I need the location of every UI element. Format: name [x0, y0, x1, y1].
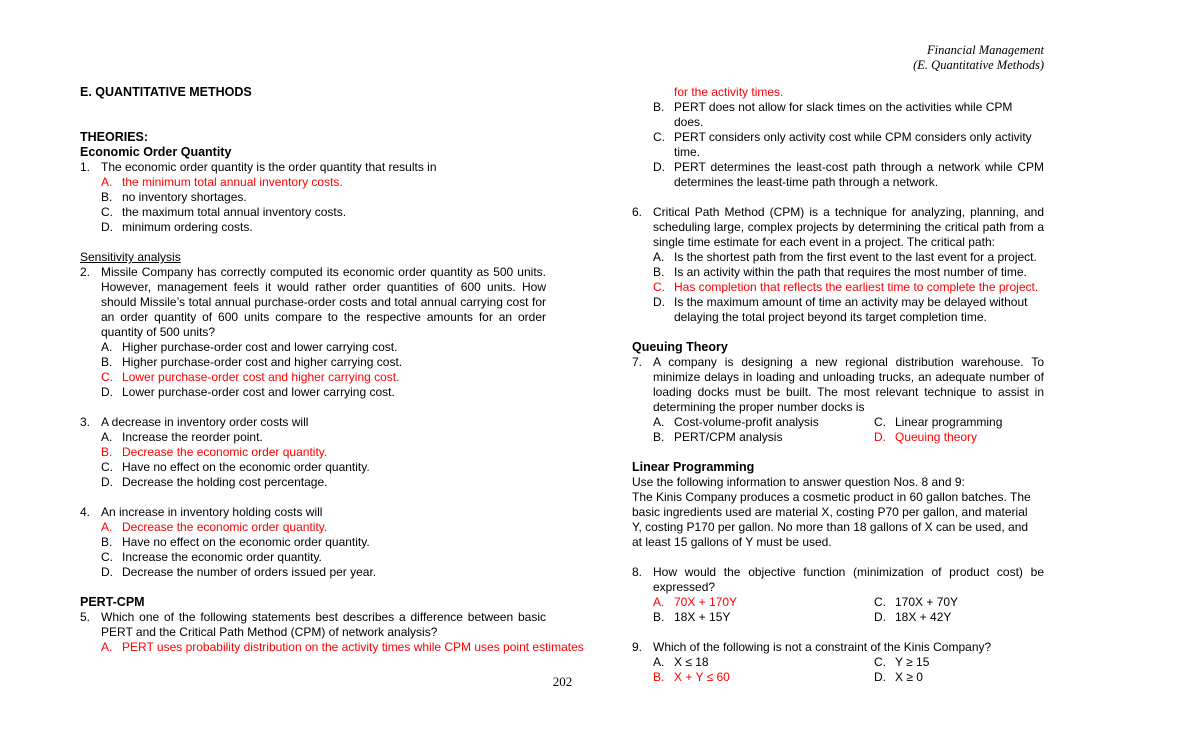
q6-option-d: D. Is the maximum amount of time an activity may be delayed without delaying the total project beyond its target completion time.	[653, 295, 1028, 324]
lp-intro: Use the following information to answer question Nos. 8 and 9:	[632, 475, 965, 489]
q6-option-a: A. Is the shortest path from the first event to the last event for a project.	[653, 250, 1037, 264]
q8-options-row-1	[632, 595, 1044, 610]
q7-option-a: A. Cost-volume-profit analysis	[653, 415, 819, 429]
q3-option-d: D. Decrease the holding cost percentage.	[101, 475, 328, 489]
q9-option-a: A. X ≤ 18	[653, 655, 709, 669]
lp-heading: Linear Programming	[632, 460, 755, 474]
header-subtitle: (E. Quantitative Methods)	[913, 58, 1044, 72]
q5-option-c: C. PERT considers only activity cost while CPM considers only activity time.	[653, 130, 1032, 159]
header-title: Financial Management	[927, 43, 1044, 57]
q2-option-b: B. Higher purchase-order cost and higher carrying cost.	[101, 355, 403, 369]
q9-option-d: D. X ≥ 0	[874, 670, 923, 684]
q4-option-b: B. Have no effect on the economic order quantity.	[101, 535, 370, 549]
q7-option-b: B. PERT/CPM analysis	[653, 430, 783, 444]
pert-heading: PERT-CPM	[80, 595, 145, 609]
q9-option-b: B. X + Y ≤ 60	[653, 670, 730, 684]
question-8: 8. How would the objective function (minimization of product cost) be expressed?	[632, 565, 1044, 594]
q2-option-d: D. Lower purchase-order cost and lower carrying cost.	[101, 385, 395, 399]
q4-option-c: C. Increase the economic order quantity.	[101, 550, 322, 564]
q2-option-c: C. Lower purchase-order cost and higher carrying cost.	[101, 370, 400, 384]
question-5: 5. Which one of the following statements best describes a difference between basic PERT and the Critical Path Method (CPM) of network analysis?	[80, 610, 546, 639]
q7-options-row-2	[632, 430, 1044, 445]
q6-option-b: B. Is an activity within the path that requires the most number of time.	[653, 265, 1027, 279]
question-9: 9. Which of the following is not a constraint of the Kinis Company?	[632, 640, 992, 654]
q1-option-c: C. the maximum total annual inventory costs.	[101, 205, 347, 219]
eoq-heading: Economic Order Quantity	[80, 145, 232, 159]
q8-option-a: A. 70X + 170Y	[653, 595, 738, 609]
lp-paragraph: The Kinis Company produces a cosmetic product in 60 gallon batches. The basic ingredients used are material X, costing P70 per gallon, and material Y, costing P170 per gallon. No more than 18 gallons of X can be used, and at least 15 gallons of Y must be used.	[632, 490, 1031, 549]
theories-heading: THEORIES:	[80, 130, 149, 144]
q8-option-b: B. 18X + 15Y	[653, 610, 731, 624]
page-number: 202	[552, 674, 573, 689]
q6-option-c: C. Has completion that reflects the earliest time to complete the project.	[653, 280, 1039, 294]
question-4: 4. An increase in inventory holding costs will	[80, 505, 323, 519]
q1-option-d: D. minimum ordering costs.	[101, 220, 253, 234]
q9-option-c: C. Y ≥ 15	[874, 655, 930, 669]
question-3: 3. A decrease in inventory order costs will	[80, 415, 309, 429]
q5-option-d: D. PERT determines the least-cost path through a network while CPM determines the least-time path through a network.	[653, 160, 1044, 189]
q4-option-d: D. Decrease the number of orders issued per year.	[101, 565, 377, 579]
q5-option-a: A. PERT uses probability distribution on the activity times while CPM uses point estimates	[101, 640, 584, 654]
running-header	[913, 43, 1044, 73]
q8-option-c: C. 170X + 70Y	[874, 595, 959, 609]
q8-option-d: D. 18X + 42Y	[874, 610, 952, 624]
q3-option-b: B. Decrease the economic order quantity.	[101, 445, 328, 459]
q9-options-row-1	[632, 655, 1044, 670]
q5-option-b: B. PERT does not allow for slack times on the activities while CPM does.	[653, 100, 1013, 129]
q3-option-c: C. Have no effect on the economic order quantity.	[101, 460, 370, 474]
q1-option-a: A. the minimum total annual inventory costs.	[101, 175, 343, 189]
right-column	[632, 85, 1044, 685]
q8-options-row-2	[632, 610, 1044, 625]
q5-option-a-continued: for the activity times.	[674, 85, 784, 99]
queuing-heading: Queuing Theory	[632, 340, 728, 354]
q3-option-a: A. Increase the reorder point.	[101, 430, 263, 444]
q7-options-row-1	[632, 415, 1044, 430]
question-6: 6. Critical Path Method (CPM) is a technique for analyzing, planning, and scheduling large, complex projects by determining the critical path from a single time estimate for each event in a project. The critical path:	[632, 205, 1044, 249]
q7-option-c: C. Linear programming	[874, 415, 1003, 429]
q1-option-b: B. no inventory shortages.	[101, 190, 247, 204]
q7-option-d: D. Queuing theory	[874, 430, 978, 444]
question-1: 1. The economic order quantity is the order quantity that results in	[80, 160, 437, 174]
sensitivity-heading: Sensitivity analysis	[80, 250, 181, 264]
question-2: 2. Missile Company has correctly computed its economic order quantity as 500 units. However, management feels it would rather order quantities of 600 units. How should Missile’s total annual purchase-order costs and total annual carrying cost for an order quantity of 600 units compare to the respective amounts for an order quantity of 500 units?	[80, 265, 546, 339]
q4-option-a: A. Decrease the economic order quantity.	[101, 520, 328, 534]
left-column	[80, 85, 584, 655]
question-7: 7. A company is designing a new regional distribution warehouse. To minimize delays in loading and unloading trucks, an adequate number of loading docks must be built. The most relevant technique to assist in determining the proper number docks is	[632, 355, 1044, 414]
q2-option-a: A. Higher purchase-order cost and lower carrying cost.	[101, 340, 398, 354]
section-title: E. QUANTITATIVE METHODS	[80, 85, 252, 99]
